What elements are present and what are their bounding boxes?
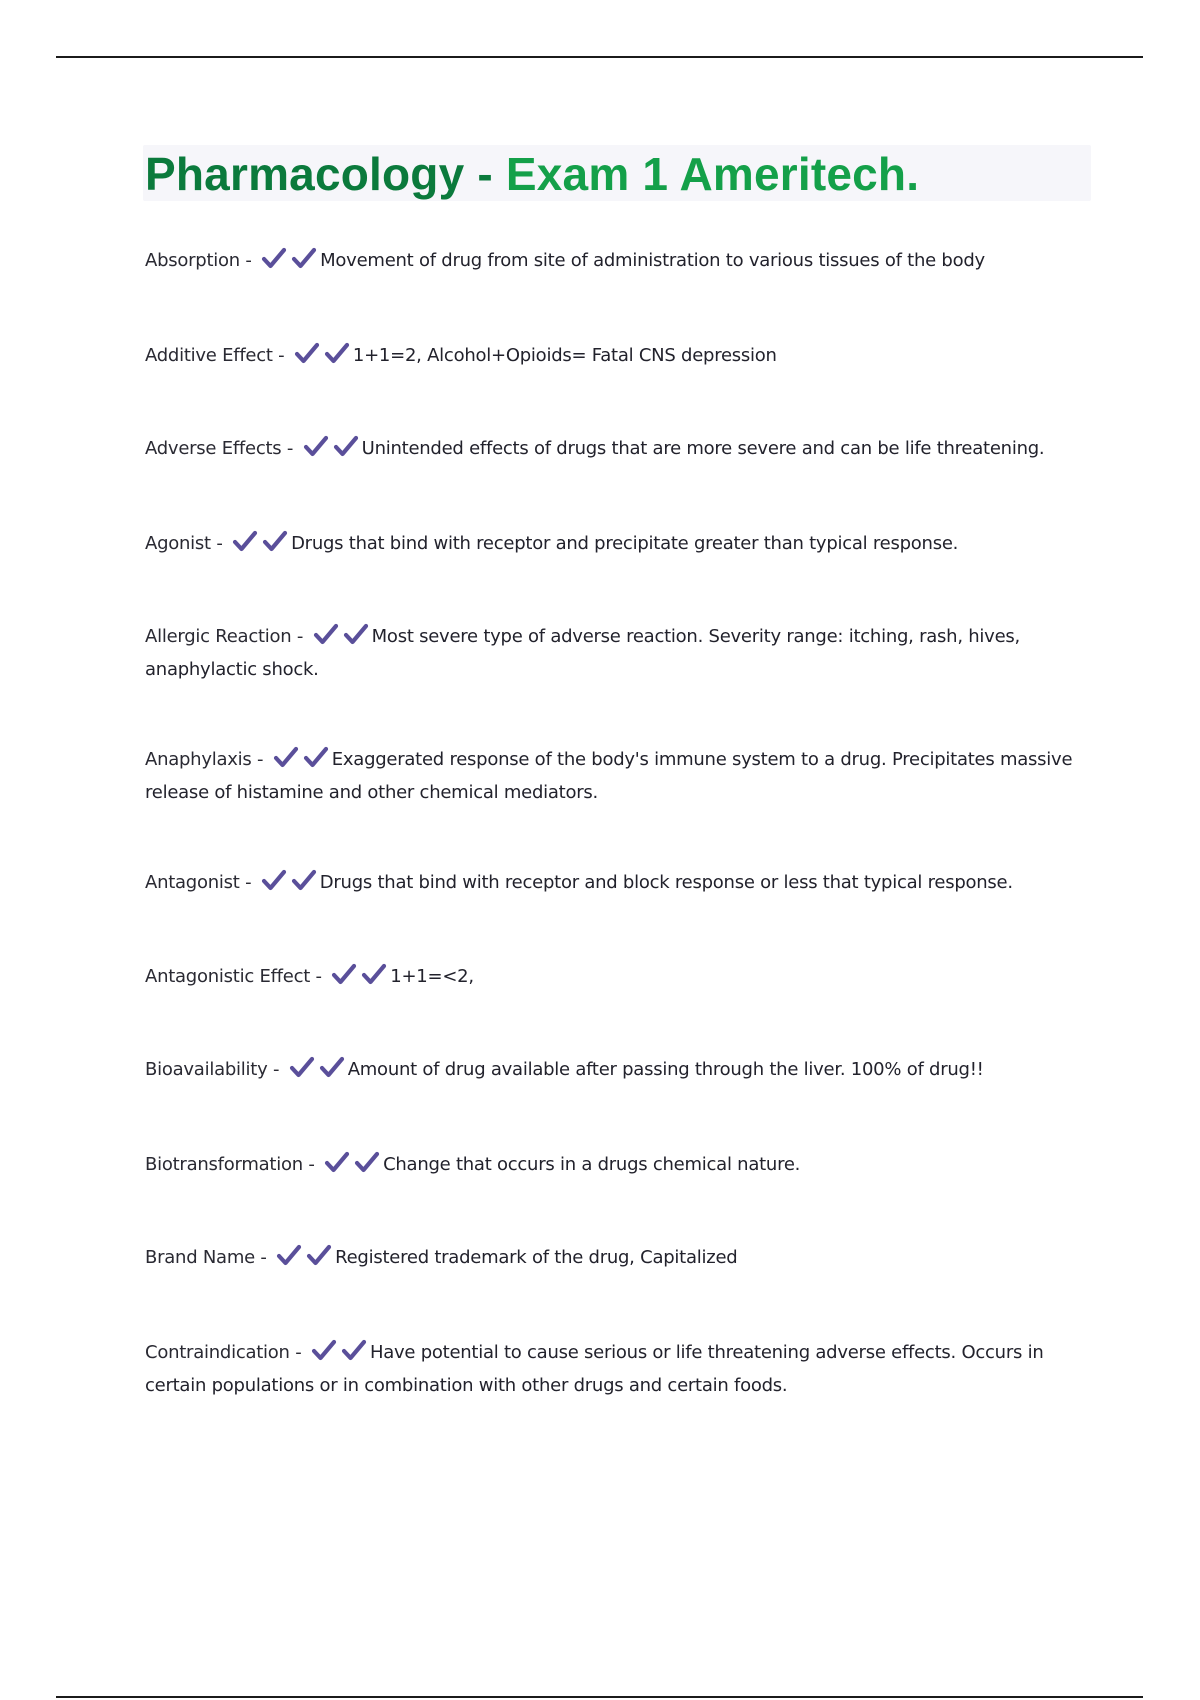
entry-definition: Exaggerated response of the body's immune system to a drug. Precipitates massive release of histamine and other chemical mediators. [145,749,1073,803]
double-check-icon [273,746,329,778]
double-check-icon [311,1339,367,1371]
entry-definition: Most severe type of adverse reaction. Severity range: itching, rash, hives, anaphylactic shock. [145,626,1020,680]
double-check-icon [331,963,387,995]
entry-definition: Drugs that bind with receptor and block response or less that typical response. [319,872,1013,893]
double-check-icon [294,342,350,374]
entry-term: Antagonist [145,872,240,893]
entry-term: Agonist [145,533,211,554]
entry-definition: Change that occurs in a drugs chemical nature. [383,1154,801,1175]
flashcard-entry: Adverse Effects - Unintended effects of drugs that are more severe and can be life threatening. [145,434,1090,467]
flashcard-entry: Anaphylaxis - Exaggerated response of the body's immune system to a drug. Precipitates massive release of histamine and other chemical mediators. [145,745,1090,808]
entry-term: Anaphylaxis [145,749,252,770]
entry-definition: Unintended effects of drugs that are more severe and can be life threatening. [361,438,1045,459]
flashcard-entry: Additive Effect - 1+1=2, Alcohol+Opioids= Fatal CNS depression [145,341,1090,374]
double-check-icon [261,869,317,901]
flashcard-entry: Allergic Reaction - Most severe type of adverse reaction. Severity range: itching, rash, hives, anaphylactic shock. [145,622,1090,685]
flashcard-entry: Antagonistic Effect - 1+1=<2, [145,962,1090,995]
page-title [145,144,919,204]
double-check-icon [324,1151,380,1183]
title-part-1: Pharmacology - [145,148,506,200]
entry-term: Absorption [145,250,240,271]
entry-definition: Amount of drug available after passing through the liver. 100% of drug!! [347,1059,984,1080]
entry-definition: 1+1=<2, [390,966,474,987]
double-check-icon [303,435,359,467]
entry-definition: Have potential to cause serious or life threatening adverse effects. Occurs in certain populations or in combination with other drugs and certain foods. [145,1342,1044,1396]
entry-term: Adverse Effects [145,438,282,459]
double-check-icon [261,247,317,279]
entry-term: Biotransformation [145,1154,303,1175]
double-check-icon [313,623,369,655]
flashcard-entry: Contraindication - Have potential to cause serious or life threatening adverse effects. Occurs in certain populations or in combination with other drugs and certain foods. [145,1338,1090,1401]
flashcard-entry: Brand Name - Registered trademark of the drug, Capitalized [145,1243,1090,1276]
title-part-2: Exam 1 Ameritech. [505,148,920,200]
flashcard-entry: Biotransformation - Change that occurs in a drugs chemical nature. [145,1150,1090,1183]
double-check-icon [276,1244,332,1276]
entry-definition: Drugs that bind with receptor and precipitate greater than typical response. [291,533,959,554]
double-check-icon [232,530,288,562]
flashcard-entry: Agonist - Drugs that bind with receptor and precipitate greater than typical response. [145,529,1090,562]
entry-term: Brand Name [145,1247,255,1268]
top-rule [56,56,1143,58]
entry-term: Bioavailability [145,1059,268,1080]
entry-term: Contraindication [145,1342,290,1363]
entry-definition: 1+1=2, Alcohol+Opioids= Fatal CNS depression [352,345,777,366]
flashcard-entry: Bioavailability - Amount of drug available after passing through the liver. 100% of drug!! [145,1055,1090,1088]
entry-term: Allergic Reaction [145,626,292,647]
flashcard-entry: Antagonist - Drugs that bind with receptor and block response or less that typical response. [145,868,1090,901]
double-check-icon [289,1056,345,1088]
flashcard-entry: Absorption - Movement of drug from site of administration to various tissues of the body [145,246,1090,279]
bottom-rule [56,1696,1143,1698]
entry-definition: Movement of drug from site of administration to various tissues of the body [320,250,985,271]
entry-term: Antagonistic Effect [145,966,311,987]
entry-term: Additive Effect [145,345,273,366]
entry-definition: Registered trademark of the drug, Capitalized [335,1247,738,1268]
